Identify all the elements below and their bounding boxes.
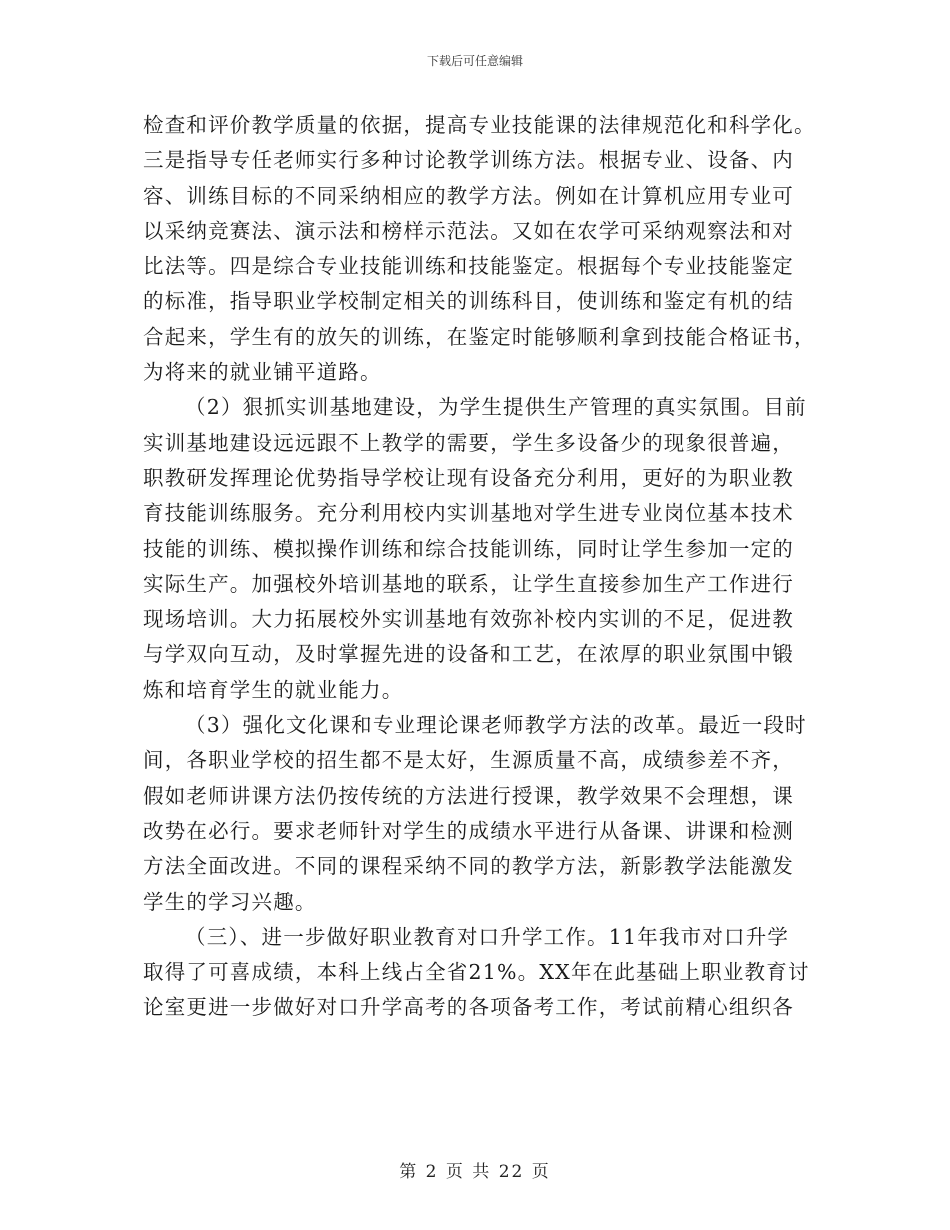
text-line: 间，各职业学校的招生都不是太好，生源质量不高，成绩参差不齐， [143, 748, 794, 773]
text-line: 以采纳竞赛法、演示法和榜样示范法。又如在农学可采纳观察法和对 [143, 218, 794, 243]
text-line: （三）、进一步做好职业教育对口升学工作。11年我市对口升学 [185, 924, 790, 949]
text-line: （3）强化文化课和专业理论课老师教学方法的改革。最近一段时 [185, 713, 807, 738]
text-line: 论室更进一步做好对口升学高考的各项备考工作，考试前精心组织各 [143, 995, 794, 1020]
text-line: 与学双向互动，及时掌握先进的设备和工艺，在浓厚的职业氛围中锻 [143, 642, 794, 667]
text-line: 比法等。四是综合专业技能训练和技能鉴定。根据每个专业技能鉴定 [143, 254, 794, 279]
text-line: 实际生产。加强校外培训基地的联系，让学生直接参加生产工作进行 [143, 571, 794, 596]
text-line: 改势在必行。要求老师针对学生的成绩水平进行从备课、讲课和检测 [143, 818, 794, 843]
document-body [143, 108, 818, 1026]
text-line: 技能的训练、模拟操作训练和综合技能训练，同时让学生参加一定的 [143, 536, 794, 561]
page-header: 下载后可任意编辑 [426, 54, 523, 68]
text-line: 检查和评价教学质量的依据，提高专业技能课的法律规范化和科学化。 [143, 113, 816, 137]
text-line: 为将来的就业铺平道路。 [143, 360, 382, 385]
text-line: 容、训练目标的不同采纳相应的教学方法。例如在计算机应用专业可 [143, 183, 794, 208]
text-line: 假如老师讲课方法仍按传统的方法进行授课，教学效果不会理想，课 [143, 783, 794, 808]
text-line: 职教研发挥理论优势指导学校让现有设备充分利用，更好的为职业教 [143, 465, 794, 490]
text-line: 学生的学习兴趣。 [143, 889, 317, 914]
text-line: （2）狠抓实训基地建设，为学生提供生产管理的真实氛围。目前 [185, 395, 807, 420]
text-line: 方法全面改进。不同的课程采纳不同的教学方法，新影教学法能激发 [143, 854, 794, 879]
text-line: 取得了可喜成绩，本科上线占全省21%。XX年在此基础上职业教育讨 [143, 960, 810, 985]
text-line: 炼和培育学生的就业能力。 [143, 677, 404, 702]
text-line: 合起来，学生有的放矢的训练，在鉴定时能够顺利拿到技能合格证书， [143, 324, 816, 349]
text-line: 三是指导专任老师实行多种讨论教学训练方法。根据专业、设备、内 [143, 148, 794, 173]
text-line: 现场培训。大力拓展校外实训基地有效弥补校内实训的不足，促进教 [143, 607, 794, 632]
text-line: 实训基地建设远远跟不上教学的需要，学生多设备少的现象很普遍， [143, 430, 794, 455]
text-line: 育技能训练服务。充分利用校内实训基地对学生进专业岗位基本技术 [143, 501, 794, 526]
page-number-footer: 第 2 页 共 22 页 [399, 1162, 551, 1182]
text-line: 的标准，指导职业学校制定相关的训练科目，使训练和鉴定有机的结 [143, 289, 794, 314]
